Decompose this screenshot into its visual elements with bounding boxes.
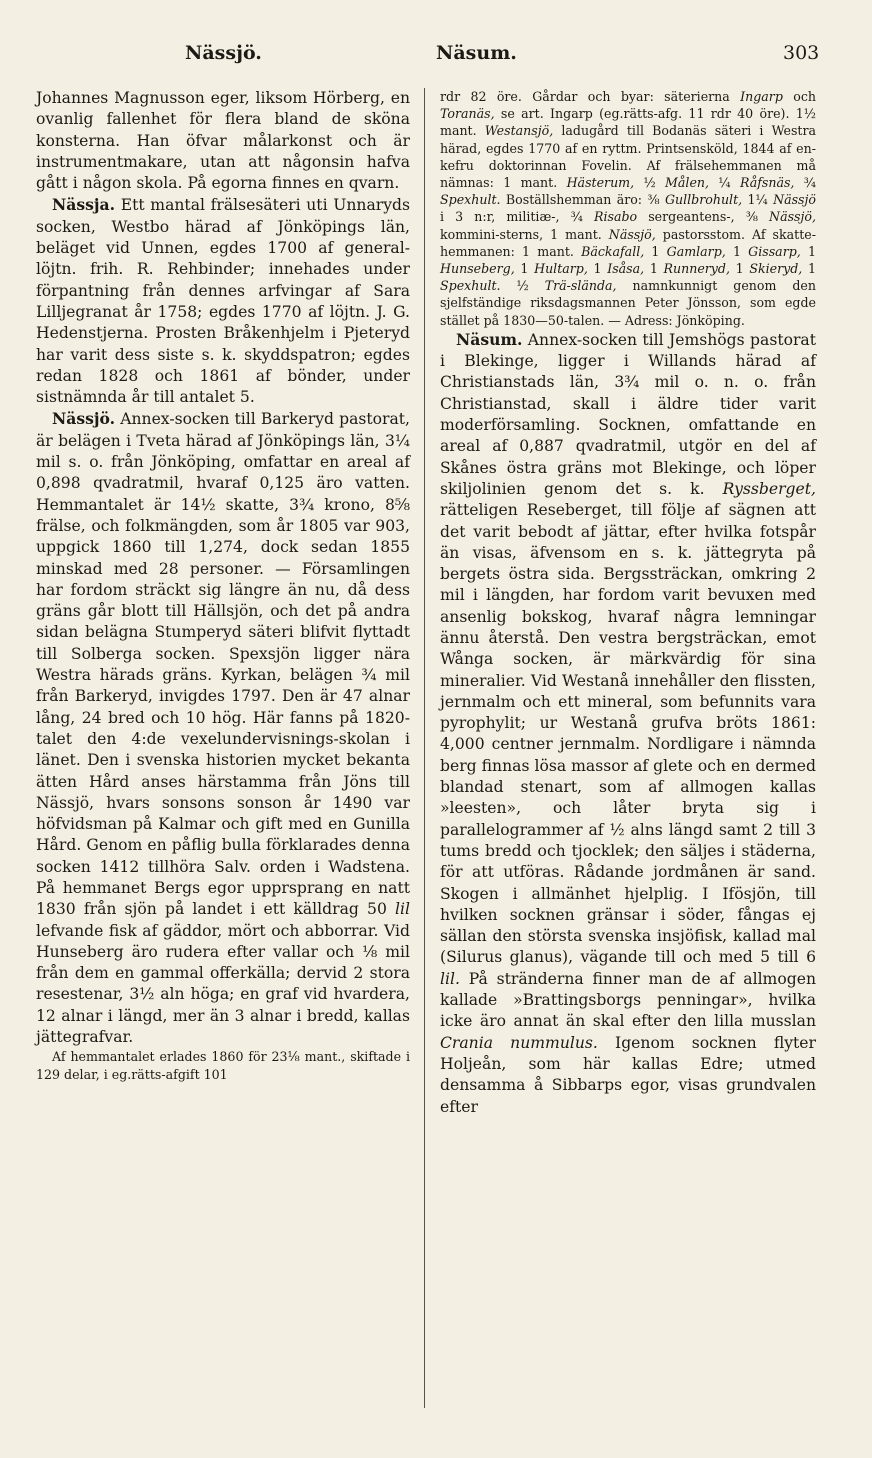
place-name: Hultarp,: [534, 261, 588, 277]
place-name: Gissarp,: [748, 243, 801, 259]
text-run: ¼: [709, 175, 740, 191]
place-name: Gullbrohult,: [664, 192, 743, 208]
unit-abbrev: lil: [395, 900, 410, 919]
text-run: kommini-sterns, 1 mant.: [440, 226, 609, 242]
place-name: Nässjö,: [608, 226, 656, 242]
paragraph-magnusson: Johannes Magnusson eger, liksom Hörberg, en ovanlig fallenhet för flera bland de sköna konsterna. Han öfvar målarkonst och är instrumentmakare, utan att någonsin hafva gått i någon skola. På egorna finnes en qvarn.: [36, 89, 410, 193]
running-head-right: Näsum.: [436, 42, 517, 64]
text-run: 1: [802, 261, 816, 277]
species-name: Crania nummulus.: [440, 1033, 598, 1052]
place-name: Spexhult.: [440, 278, 501, 294]
entry-text: Ett mantal frälsesäteri uti Unnaryds socken, Westbo härad af Jönköpings län, beläget vid Unnen, egdes 1700 af general-löjtn. frih. R. Rehbinder; innehades under förpantning från dennes arfvingar af Sara Lilljegranat år 1758; egdes 1770 af löjtn. J. G. Hedenstjerna. Prosten Bråkenhjelm i Pjeteryd har varit dess siste s. k. skyddspatron; egdes redan 1828 och 1861 af bönder, under sistnämnda år till antalet 5.: [36, 196, 410, 407]
entry-heading: Nässja.: [52, 195, 116, 215]
place-name: Spexhult.: [440, 192, 501, 208]
entry-heading: Nässjö.: [52, 409, 116, 429]
entry-heading: Näsum.: [456, 329, 523, 349]
text-run: rdr 82 öre. Gårdar och byar: säterierna: [440, 89, 741, 104]
text-run: 1¼: [742, 192, 774, 208]
text-run: pastorsstom. Af skatte-hemmanen: 1 mant.: [440, 226, 816, 259]
place-name: Trä-slända,: [544, 278, 617, 294]
place-name: Risabo: [593, 209, 638, 225]
text-run: 1: [725, 243, 749, 259]
unit-abbrev: lil.: [440, 969, 460, 988]
column-divider: [424, 88, 425, 1408]
place-name: Westansjö,: [484, 123, 554, 139]
text-run: ladugård till Bodanäs säteri i Westra härad, egdes 1770 af en ryttm. Printsensköld, 1844 af en-kefru doktorinnan Fovelin. Af frälsehemmanen må nämnas: 1 mant.: [440, 123, 816, 191]
entry-text: Igenom socknen flyter Holjeån, som här kallas Edre; utmed densamma å Sibbarps egor, visas grundvalen efter: [440, 1033, 816, 1116]
text-run: namnkunnigt genom den sjelfständige riksdagsmannen Peter Jönsson, som egde stället på 1830—50-talen. — Adress: Jönköping.: [440, 278, 816, 328]
place-name: Hunseberg,: [440, 261, 515, 277]
place-name: Hästerum,: [566, 175, 635, 191]
text-run: 1: [644, 261, 664, 277]
place-name: Runneryd,: [663, 261, 730, 277]
text-run: se art. Ingarp (eg.rätts-afg. 11 rdr 40 öre). 1½ mant.: [440, 106, 816, 139]
place-name: Toranäs,: [440, 106, 495, 122]
text-run: 1: [644, 243, 667, 259]
paragraph-gardar-byar: [440, 88, 816, 329]
left-column: [36, 88, 410, 1083]
text-run: och: [782, 89, 816, 104]
entry-nassja: [36, 194, 410, 408]
place-name: Gamlarp,: [666, 243, 726, 259]
entry-text: rätteligen Reseberget, till följe af sägnen att det varit bebodt af jättar, efter hvilka fotspår än visas, äfvensom en s. k. jättegryta på bergets östra sida. Bergssträckan, omkring 2 mil i längden, har fordom varit bevuxen med ansenlig bokskog, hvaraf några lemningar ännu återstå. Den vestra bergsträckan, emot Wånga socken, är märkvärdig för sina mineralier. Vid Westanå innehåller den flissten, jernmalm och ett mineral, som befunnits vara pyrophylit; ur Westanå grufva bröts 1861: 4,000 centner jernmalm. Nordligare i nämnda berg finnas lösa massor af glete och en dermed blandad stenart, som af allmogen kallas »leesten», och låter bryta sig i parallelogrammer af ½ alns längd samt 2 till 3 tums bredd och tjocklek; den säljes i städerna, för att utföras. Rådande jordmånen är sand. Skogen i allmänhet hjelplig. I Ifösjön, till hvilken socknen gränsar i söder, fångas ej sällan den största svenska insjöfisk, kallad mal (Silurus glanus), vägande till och med 5 till 6: [440, 501, 816, 967]
place-name: Målen,: [665, 175, 710, 191]
text-run: ½: [634, 175, 666, 191]
text-run: i 3 n:r, militiæ-, ¾: [440, 209, 594, 225]
text-run: sergeantens-, ⅜: [637, 209, 770, 225]
place-name: Isåsa,: [607, 261, 645, 277]
place-name: Råfsnäs,: [739, 175, 795, 191]
text-run: Boställshemman äro: ⅜: [500, 192, 665, 208]
text-run: ½: [500, 278, 545, 294]
entry-text: Annex-socken till Jemshögs pastorat i Blekinge, ligger i Willands härad af Christianstads län, 3¾ mil o. n. o. från Christianstad, skall i äldre tider varit moderförsamling. Socknen, omfattande en areal af 0,887 qvadratmil, utgör en del af Skånes östra gräns mot Blekinge, och löper skiljolinien genom det s. k.: [440, 330, 816, 498]
entry-text: lefvande fisk af gäddor, mört och abborrar. Vid Hunseberg äro rudera efter vallar och ⅛ mil från dem en gammal offerkälla; dervid 2 stora resestenar, 3½ aln höga; en graf vid hvardera, 12 alnar i längd, mer än 3 alnar i bredd, kallas jättegrafvar.: [36, 921, 410, 1047]
text-run: 1: [514, 261, 535, 277]
entry-nassjo: [36, 408, 410, 1048]
entry-text: Annex-socken till Barkeryd pastorat, är belägen i Tveta härad af Jönköpings län, 3¼ mil s. o. från Jönköping, omfattar en areal af 0,898 qvadratmil, hvaraf 0,125 äro vatten. Hemmantalet är 14½ skatte, 3¾ krono, 8⅝ frälse, och folkmängden, som år 1805 var 903, uppgick 1860 till 1,274, dock sedan 1855 minskad med 28 personer. — Församlingen har fordom sträckt sig längre än nu, då dess gräns går blott till Hällsjön, och det på andra sidan belägna Stumperyd säteri blifvit flyttadt till Solberga socken. Spexsjön ligger nära Westra härads gräns. Kyrkan, belägen ¾ mil från Barkeryd, invigdes 1797. Den är 47 alnar lång, 24 bred och 10 hög. Här fanns på 1820-talet den 4:de vexelundervisnings-skolan i länet. Den i svenska historien mycket bekanta ätten Hård anses härstamma från Jöns till Nässjö, hvars sonsons sonson år 1490 var höfvidsman på Kalmar och gift med en Gunilla Hård. Genom en påflig bulla förklarades denna socken 1412 tillhöra Salv. orden i Wadstena. På hemmanet Bergs egor upprsprang en natt 1830 från sjön på landet i ett källdrag 50: [36, 410, 410, 919]
page-number: 303: [783, 42, 820, 64]
entry-text: På stränderna finner man de af allmogen kallade »Brattingsborgs penningar», hvilka icke äro annat än skal efter den lilla musslan: [440, 969, 816, 1031]
place-name: Bäckafall,: [581, 243, 645, 259]
place-name: Ingarp: [740, 89, 783, 104]
text-run: 1: [587, 261, 608, 277]
footnote-hemmantal: Af hemmantalet erlades 1860 för 23⅛ mant., skiftade i 129 delar, i eg.rätts-afgift 101: [36, 1049, 410, 1082]
place-name: Nässjö: [773, 192, 817, 208]
right-column: [440, 88, 816, 1118]
running-head-left: Nässjö.: [185, 42, 262, 64]
place-name: Ryssberget,: [722, 479, 816, 498]
place-name: Nässjö,: [769, 209, 816, 225]
text-run: 1: [729, 261, 750, 277]
text-run: 1: [800, 243, 816, 259]
place-name: Skieryd,: [749, 261, 803, 277]
entry-nasum: [440, 329, 816, 1118]
text-run: ¾: [794, 175, 816, 191]
